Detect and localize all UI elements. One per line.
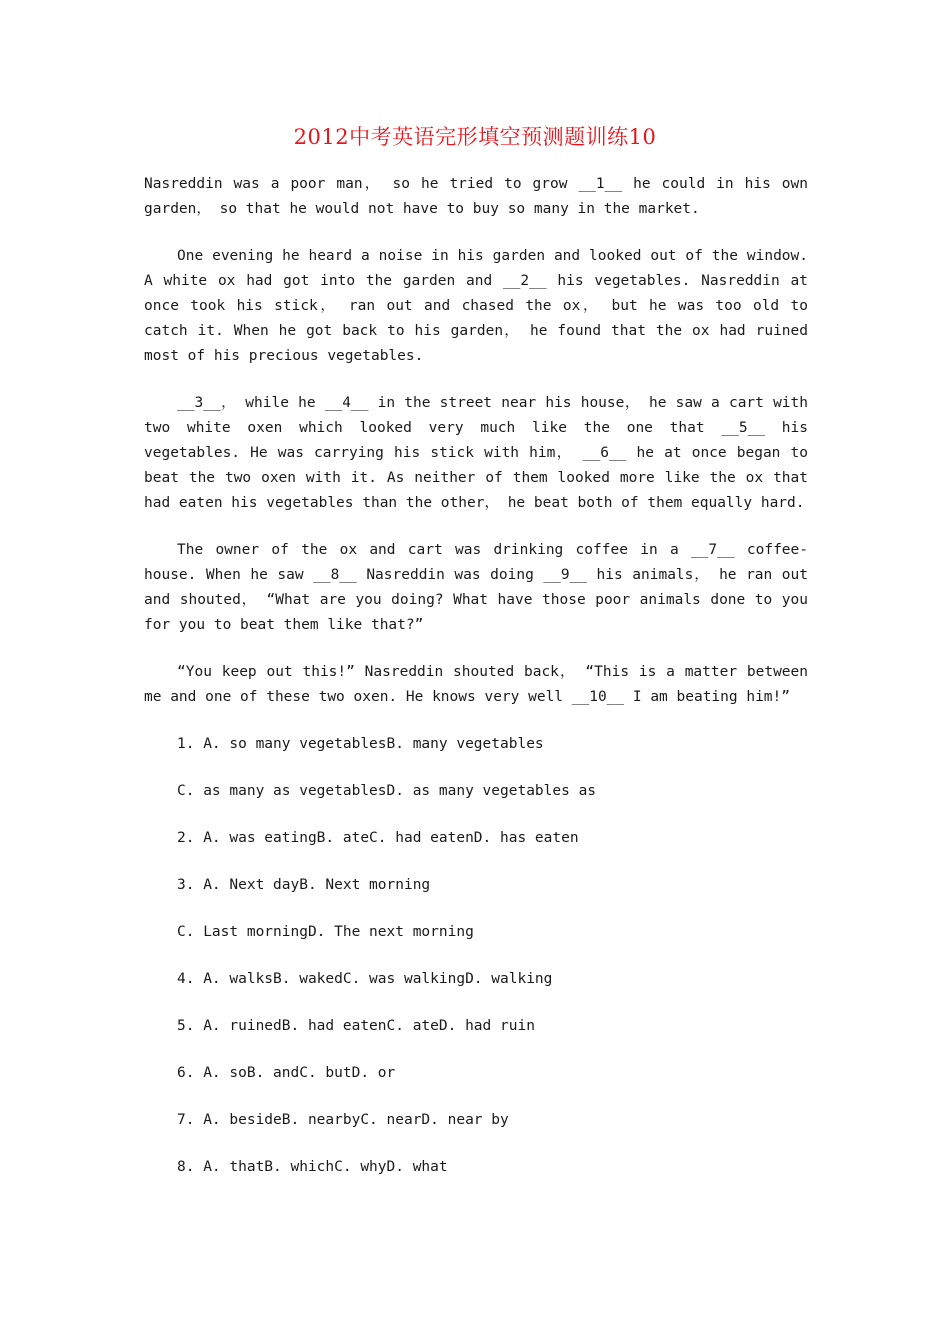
option-line: 6. A. soB. andC. butD. or: [177, 1065, 396, 1081]
option-line: 3. A. Next dayB. Next morning: [177, 877, 431, 893]
paragraph-intro: Nasreddin was a poor man， so he tried to grow __1__ he could in his own garden， so that he would not have to buy so many in the market.: [144, 176, 808, 217]
option-line: 2. A. was eatingB. ateC. had eatenD. has eaten: [177, 830, 579, 846]
paragraph: “You keep out this!” Nasreddin shouted back， “This is a matter between me and one of these two oxen. He knows very well __10__ I am beating him!”: [144, 664, 808, 705]
option-line: 4. A. walksB. wakedC. was walkingD. walking: [177, 971, 553, 987]
option-line: C. as many as vegetablesD. as many vegetables as: [177, 783, 597, 799]
document-title: 2012中考英语完形填空预测题训练10: [293, 125, 657, 149]
answer-options: [144, 732, 808, 1180]
paragraph: One evening he heard a noise in his garden and looked out of the window. A white ox had got into the garden and __2__ his vegetables. Nasreddin at once took his stick， ran out and chased the ox， but he was too old to catch it. When he got back to his garden， he found that the ox had ruined most of his precious vegetables.: [144, 248, 808, 364]
option-line: 5. A. ruinedB. had eatenC. ateD. had ruin: [177, 1018, 535, 1034]
paragraph: The owner of the ox and cart was drinking coffee in a __7__ coffee-house. When he saw __8__ Nasreddin was doing __9__ his animals， he ran out and shouted， “What are you doing? What have those poor animals done to you for you to beat them like that?”: [144, 542, 808, 633]
option-line: 7. A. besideB. nearbyC. nearD. near by: [177, 1112, 509, 1128]
option-line: C. Last morningD. The next morning: [177, 924, 474, 940]
option-line: 1. A. so many vegetablesB. many vegetables: [177, 736, 544, 752]
paragraph: __3__， while he __4__ in the street near his house， he saw a cart with two white oxen which looked very much like the one that __5__ his vegetables. He was carrying his stick with him， __6__ he at once began to beat the two oxen with it. As neither of them looked more like the ox that had eaten his vegetables than the other， he beat both of them equally hard.: [144, 395, 808, 511]
document-body: [144, 172, 808, 1202]
option-line: 8. A. thatB. whichC. whyD. what: [177, 1159, 448, 1175]
